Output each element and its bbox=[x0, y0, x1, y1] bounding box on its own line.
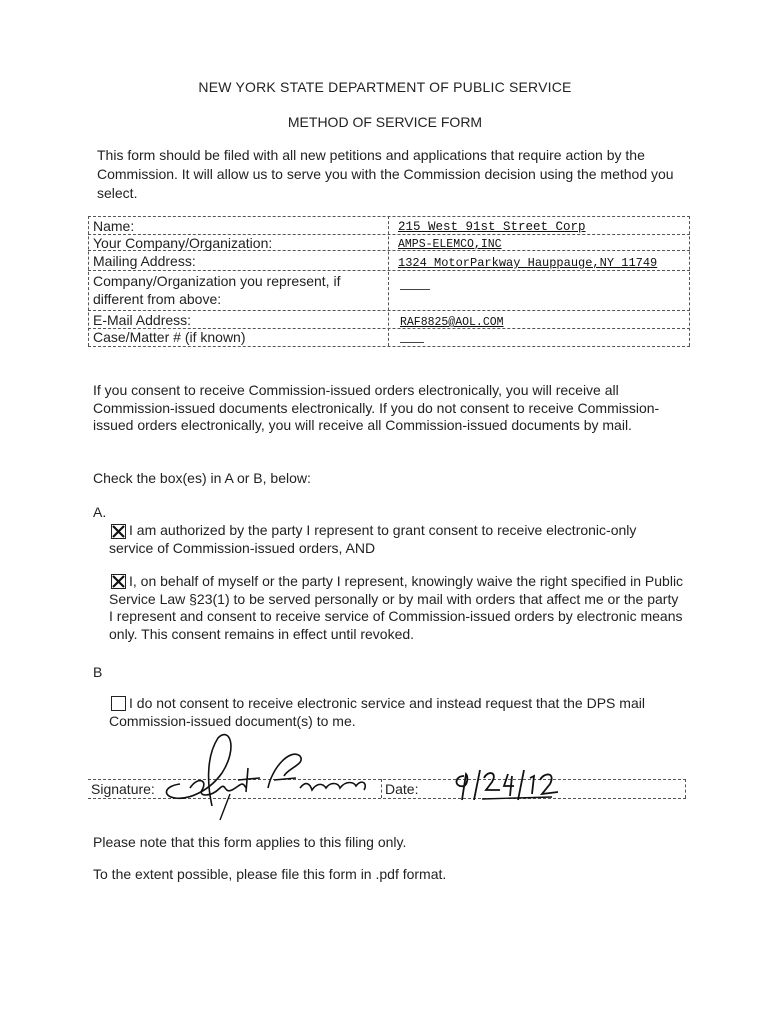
company-value: AMPS-ELEMCO,INC bbox=[398, 238, 502, 251]
name-label: Name: bbox=[93, 218, 135, 234]
consent-authorized-text: I am authorized by the party I represent to grant consent to receive electronic-only service of Commission-issued orders, AND bbox=[109, 522, 637, 556]
name-value: 215 West 91st Street Corp bbox=[398, 220, 586, 234]
represent-blank bbox=[400, 289, 430, 290]
form-title: METHOD OF SERVICE FORM bbox=[287, 114, 483, 130]
address-label: Mailing Address: bbox=[93, 253, 196, 269]
case-blank bbox=[400, 342, 424, 343]
company-label: Your Company/Organization: bbox=[93, 235, 273, 251]
address-value: 1324 MotorParkway Hauppauge,NY 11749 bbox=[398, 256, 658, 270]
represent-label-2: different from above: bbox=[93, 291, 222, 307]
handwritten-date bbox=[452, 768, 562, 804]
date-label: Date: bbox=[385, 781, 419, 797]
consent-paragraph: If you consent to receive Commission-issued orders electronically, you will receive all Commission-issued documents electronically. If you do not consent to receive Commission-issued orders electronically, you will receive all Commission-issued documents by mail. bbox=[93, 382, 660, 433]
agency-title: NEW YORK STATE DEPARTMENT OF PUBLIC SERVICE bbox=[198, 79, 572, 95]
section-b-label: B bbox=[93, 664, 103, 680]
waive-right-text: I, on behalf of myself or the party I represent, knowingly waive the right specified in Public Service Law §23(1) to be served personally or by mail with orders that affect me or the party I represent and consent to receive service of Commission-issued orders by electronic means only. This consent remains in effect until revoked. bbox=[109, 573, 684, 642]
email-value: RAF8825@AOL.COM bbox=[400, 316, 504, 329]
contact-info-table bbox=[88, 216, 690, 350]
email-label: E-Mail Address: bbox=[93, 312, 192, 328]
footer-note-filing: Please note that this form applies to this filing only. bbox=[93, 834, 407, 850]
footer-note-pdf: To the extent possible, please file this form in .pdf format. bbox=[93, 866, 447, 882]
section-a-label: A. bbox=[93, 504, 107, 520]
no-consent-text: I do not consent to receive electronic service and instead request that the DPS mail Commission-issued document(s) to me. bbox=[109, 695, 645, 729]
case-label: Case/Matter # (if known) bbox=[93, 329, 246, 345]
intro-paragraph: This form should be filed with all new petitions and applications that require action by the Commission. It will allow us to serve you with the Commission decision using the method you select. bbox=[97, 147, 674, 201]
signature-label: Signature: bbox=[91, 781, 155, 797]
signature-image bbox=[150, 728, 380, 823]
represent-label-1: Company/Organization you represent, if bbox=[93, 273, 341, 289]
instruction-text: Check the box(es) in A or B, below: bbox=[93, 470, 311, 486]
